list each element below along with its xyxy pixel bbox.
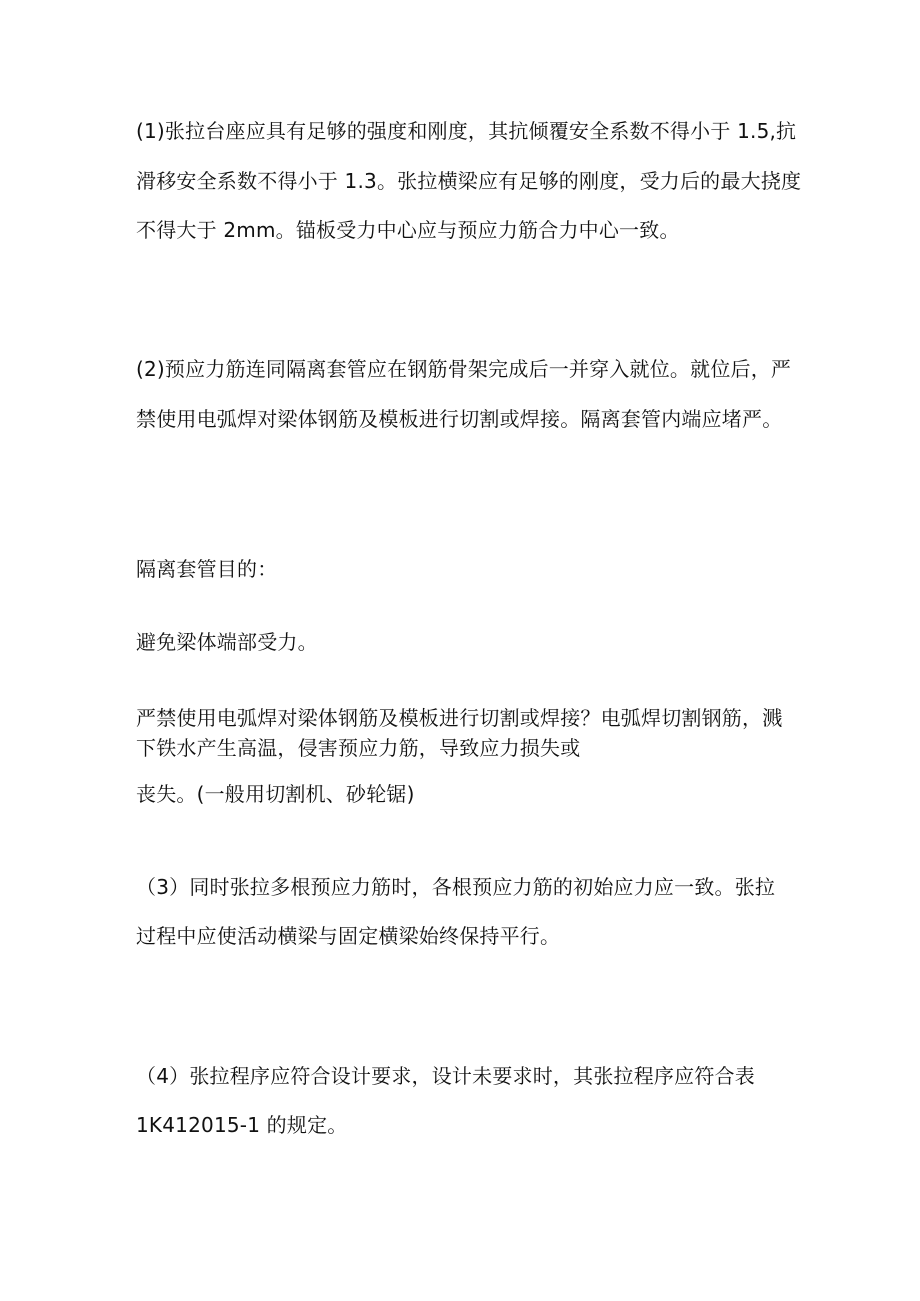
para1-line3: 不得大于 2mm。锚板受力中心应与预应力筋合力中心一致。 [136,218,680,242]
note-question-line2: 下铁水产生高温，侵害预应力筋，导致应力损失或 [136,736,581,760]
para1-line1: (1)张拉台座应具有足够的强度和刚度，其抗倾覆安全系数不得小于 1.5,抗 [136,119,797,143]
para4-line1: （4）张拉程序应符合设计要求，设计未要求时，其张拉程序应符合表 [136,1064,755,1088]
note-question-line3: 丧失。(一般用切割机、砂轮锯) [136,782,415,806]
para1-line2: 滑移安全系数不得小于 1.3。张拉横梁应有足够的刚度，受力后的最大挠度 [136,169,802,193]
para2-line2: 禁使用电弧焊对梁体钢筋及模板进行切割或焊接。隔离套管内端应堵严。 [136,407,783,431]
note-heading: 隔离套管目的： [136,557,278,581]
para3-line1: （3）同时张拉多根预应力筋时，各根预应力筋的初始应力应一致。张拉 [136,875,776,899]
note-answer: 避免梁体端部受力。 [136,630,318,654]
para3-line2: 过程中应使活动横梁与固定横梁始终保持平行。 [136,924,561,948]
para4-line2: 1K412015-1 的规定。 [136,1113,348,1137]
note-question-line1: 严禁使用电弧焊对梁体钢筋及模板进行切割或焊接？电弧焊切割钢筋，溅 [136,706,783,730]
para2-line1: (2)预应力筋连同隔离套管应在钢筋骨架完成后一并穿入就位。就位后，严 [136,357,792,381]
